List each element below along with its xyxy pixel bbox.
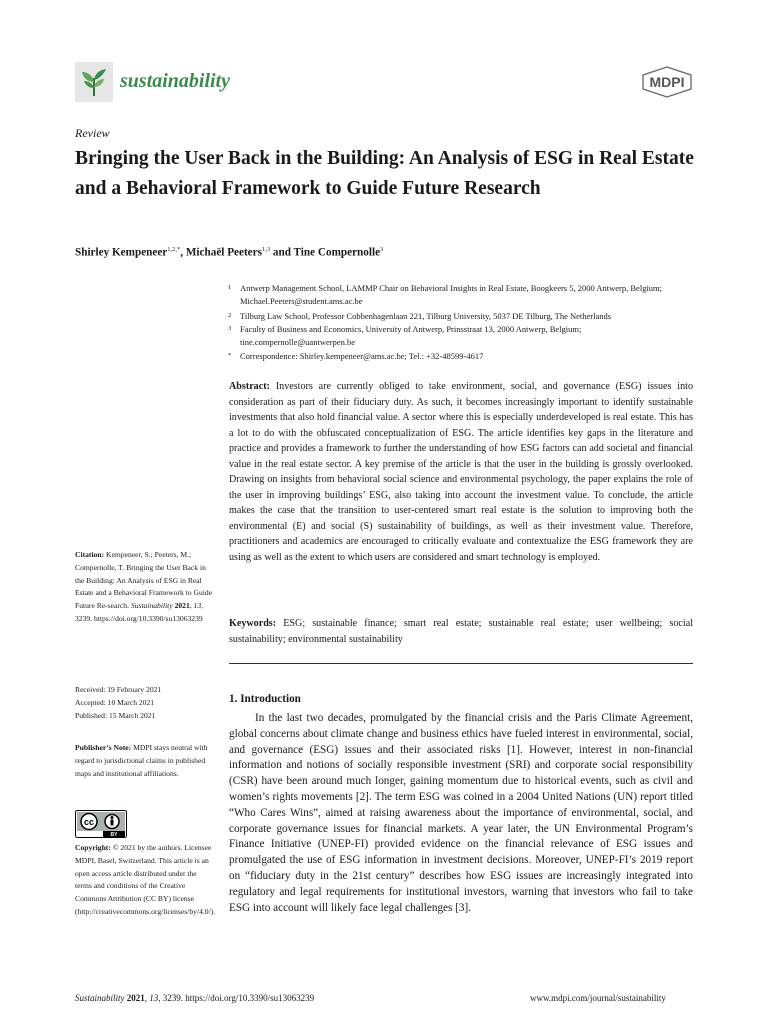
citation-volume: 13	[193, 601, 202, 611]
publisher-note	[75, 742, 215, 780]
author-separator: ,	[180, 246, 186, 259]
citation-doi-link[interactable]: 3239. https://doi.org/10.3390/su13063239	[75, 613, 203, 623]
author-affiliation-marker: 1,3	[261, 246, 271, 253]
citation-text: Kempeneer, S.; Peeters, M.; Compernolle, T. Bringing the User Back in the Building: An Analysis of ESG in Real Estate and a Behavioral Framework to Guide Future Re-search.	[75, 550, 213, 611]
footer-doi: , 3239. https://doi.org/10.3390/su13063239	[158, 993, 315, 1003]
section-divider	[229, 663, 693, 664]
affiliation-marker: 1	[228, 284, 232, 291]
citation-block: Citation: Kempeneer, S.; Peeters, M.; Compernolle, T. Bringing the User Back in the Building: An Analysis of ESG in Real Estate and a Behavioral Framework to Guide Future Re-search. Sustainability 2021, 13, 3239. https://doi.org/10.3390/su13063239	[75, 550, 213, 623]
mdpi-logo-icon	[640, 66, 694, 98]
author-list	[75, 246, 383, 259]
affiliation-text: Antwerp Management School, LAMMP Chair on Behavioral Insights in Real Estate, Boogkeers 5, 2000 Antwerp, Belgium; Michael.Peeters@student.ams.ac.be	[240, 283, 663, 306]
citation-year: 2021	[174, 601, 190, 611]
keywords-label: Keywords:	[229, 618, 277, 629]
affiliation-item	[228, 310, 698, 323]
accepted-date: Accepted: 10 March 2021	[75, 697, 155, 707]
article-title: Bringing the User Back in the Building: An Analysis of ESG in Real Estate and a Behavioral Framework to Guide Future Research	[75, 148, 694, 199]
abstract-label: Abstract:	[229, 381, 270, 392]
author-name: Shirley Kempeneer	[75, 246, 168, 259]
author-name: Michaël Peeters	[185, 246, 262, 259]
section-heading: 1. Introduction	[229, 693, 301, 705]
affiliation-item	[228, 350, 698, 363]
affiliation-text: Tilburg Law School, Professor Cobbenhagenlaan 221, Tilburg University, 5037 DE Tilburg, The Netherlands	[240, 311, 612, 321]
svg-text:cc: cc	[83, 817, 95, 827]
affiliation-marker: *	[228, 352, 232, 359]
publisher-note-text: MDPI stays neutral with regard to jurisdictional claims in published maps and institutional affiliations.	[75, 743, 208, 778]
received-date: Received: 19 February 2021	[75, 685, 162, 694]
citation-label: Citation:	[75, 550, 105, 559]
publisher-note-label: Publisher’s Note:	[75, 743, 132, 752]
footer-citation: Sustainability 2021, 13, 3239. https://doi.org/10.3390/su13063239	[75, 993, 315, 1003]
intro-paragraph: In the last two decades, promulgated by the financial crisis and the Paris Climate Agreement, global concerns about climate change and business ethics have fueled interest in environmental, social, and governance (ESG) issues and their associated risks [1]. However, interest in non-financial information and notions of socially responsible investment (SRI) and corporate social responsibility (CSR) have been around much longer, gaining momentum due to historical events, such as civil and women’s rights movements [2]. The term ESG was coined in a 2004 United Nations (UN) report titled “Who Cares Wins”, aimed at raising awareness about the importance of environmental, social, and corporate governance issues for financial markets. A year later, the UN Environmental Program’s Finance Initiative (UNEP-FI) provided evidence on the financial relevance of ESG issues and promulgated the use of ESG information in investment decisions. Moreover, UNEP-FI’s 2019 report on “fiduciary duty in the 21st century” describes how ESG issues are increasingly integrated into regulatory and legal requirements for institutional investors, warning that investors who fail to take ESG into account will likely face legal challenges [3].	[229, 712, 693, 914]
keywords-text: ESG; sustainable finance; smart real estate; sustainable real estate; user wellbeing; social sustainability; environmental sustainability	[229, 618, 693, 645]
published-date: Published: 15 March 2021	[75, 710, 156, 720]
footer-journal: Sustainability	[75, 993, 125, 1003]
article-dates	[75, 684, 215, 722]
journal-name: sustainability	[120, 70, 231, 92]
citation-journal: Sustainability	[130, 601, 173, 611]
cc-by-text: BY	[110, 832, 118, 838]
abstract	[229, 379, 693, 565]
author-separator: and	[270, 246, 294, 259]
copyright-text: © 2021 by the authors. Licensee MDPI, Basel, Switzerland. This article is an open access article distributed under the terms and conditions of the Creative Commons Attribution (CC BY) license (http://creativecommons.org/licenses/by/4.0/).	[75, 843, 216, 916]
affiliation-item	[228, 323, 698, 348]
affiliation-marker: 2	[228, 312, 232, 319]
keywords	[229, 616, 693, 647]
author-affiliation-marker: 3	[380, 246, 384, 253]
journal-logo-icon	[75, 62, 113, 102]
footer-volume: 13	[149, 993, 159, 1003]
author-affiliation-marker: 1,2,*	[167, 246, 181, 253]
leaf-icon	[75, 62, 113, 102]
intro-body	[229, 711, 693, 916]
copyright-label: Copyright:	[75, 843, 111, 852]
affiliation-marker: 3	[228, 325, 232, 332]
affiliation-item	[228, 282, 698, 307]
footer-year: 2021	[126, 993, 145, 1003]
abstract-text: Investors are currently obliged to take environment, social, and governance (ESG) issues into consideration as part of their fiduciary duty. As such, it becomes increasingly important to identify sustainable investments that also hold financial value. A sector where this is especially underdeveloped is real estate. This has a lot to do with the obfuscated conceptualization of ESG. The article identifies key gaps in the literature and practice and provides a framework to further the understanding of how ESG factors can add societal and financial value in the real estate sector. A key premise of the article is that the user in the building is grossly overlooked. Drawing on insights from behavioral social science and environmental psychology, the paper explains the role of the user in improving buildings’ ESG, also taking into account the investment value. To conclude, the article makes the case that the transition to user-centered smart real estate is the solution to improving both the environmental (E) and social (S) sustainability of buildings, as well as their investment value. Therefore, practitioners and academics are encouraged to critically evaluate and contextualize the ESG framework they are using as well as the extent to which users are considered and smart technology is employed.	[229, 381, 693, 563]
affiliation-text: Correspondence: Shirley.kempeneer@ams.ac.be; Tel.: +32-48599-4617	[240, 351, 484, 361]
article-type: Review	[75, 126, 110, 140]
affiliation-text: Faculty of Business and Economics, University of Antwerp, Prinsstraat 13, 2000 Antwerp, Belgium; tine.compernolle@uantwerpen.be	[240, 324, 582, 347]
mdpi-logo-text: MDPI	[649, 74, 685, 90]
cc-by-license-icon[interactable]	[75, 810, 127, 838]
copyright-notice	[75, 842, 215, 919]
author-name: Tine Compernolle	[293, 246, 381, 259]
footer-journal-url[interactable]: www.mdpi.com/journal/sustainability	[530, 993, 666, 1003]
